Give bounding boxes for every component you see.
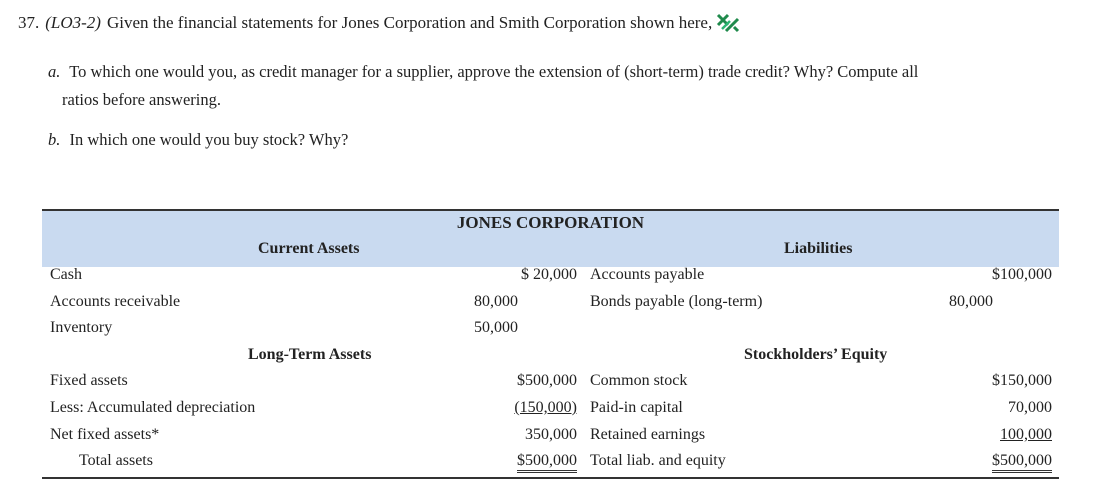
row-total-liab-value: $500,000 (992, 452, 1052, 473)
row-fixed-assets-value: $500,000 (517, 372, 577, 389)
equity-heading: Stockholders’ Equity (744, 346, 888, 363)
current-assets-heading: Current Assets (258, 240, 360, 257)
excel-icon[interactable] (716, 13, 740, 33)
part-b-text: In which one would you buy stock? Why? (69, 130, 349, 149)
table-title: JONES CORPORATION (456, 213, 645, 232)
part-a-letter: a. (48, 62, 61, 81)
row-common-stock-label: Common stock (590, 372, 688, 389)
row-total-assets-cell (472, 452, 577, 470)
part-b-letter: b. (48, 130, 61, 149)
part-a-text-line2: ratios before answering. (62, 90, 221, 109)
row-net-fixed-label: Net fixed assets* (50, 426, 160, 443)
row-accum-dep-cell (472, 399, 577, 417)
row-common-stock-value: $150,000 (992, 372, 1052, 389)
learning-objective-code: (LO3-2) (45, 13, 101, 32)
row-inventory-value: 50,000 (474, 319, 518, 336)
row-net-fixed-value: 350,000 (525, 426, 577, 443)
long-term-assets-heading: Long-Term Assets (248, 346, 372, 363)
row-accum-dep-value: (150,000) (514, 399, 577, 416)
question-number: 37. (18, 13, 40, 32)
part-a (48, 58, 1058, 114)
row-inventory-label: Inventory (50, 319, 113, 336)
question-header (18, 13, 740, 33)
row-paid-in-label: Paid-in capital (590, 399, 683, 416)
row-paid-in-value: 70,000 (1008, 399, 1052, 416)
row-total-assets-value: $500,000 (517, 452, 577, 473)
row-bonds-value: 80,000 (949, 293, 993, 310)
row-total-liab-label: Total liab. and equity (590, 452, 726, 469)
row-total-liab-cell (942, 452, 1052, 470)
question-text: Given the financial statements for Jones Corporation and Smith Corporation shown here, (106, 13, 713, 32)
row-total-assets-label: Total assets (79, 452, 153, 469)
row-retained-cell (942, 426, 1052, 444)
table-bottom-rule (42, 477, 1059, 479)
part-a-text-line1: To which one would you, as credit manager for a supplier, approve the extension of (short-term) trade credit? Why? Compute all (69, 62, 919, 81)
table-header (42, 209, 1059, 267)
row-ap-value: $100,000 (992, 266, 1052, 283)
row-retained-value: 100,000 (1000, 426, 1052, 443)
row-ap-label: Accounts payable (590, 266, 705, 283)
row-cash-label: Cash (50, 266, 82, 283)
row-ar-label: Accounts receivable (50, 293, 181, 310)
balance-sheet-table (42, 209, 1059, 469)
row-ar-value: 80,000 (474, 293, 518, 310)
row-bonds-label: Bonds payable (long-term) (590, 293, 763, 310)
row-accum-dep-label: Less: Accumulated depreciation (50, 399, 256, 416)
liabilities-heading: Liabilities (784, 240, 853, 257)
row-fixed-assets-label: Fixed assets (50, 372, 128, 389)
row-retained-label: Retained earnings (590, 426, 706, 443)
row-cash-value: $ 20,000 (521, 266, 577, 283)
part-b (48, 130, 348, 150)
